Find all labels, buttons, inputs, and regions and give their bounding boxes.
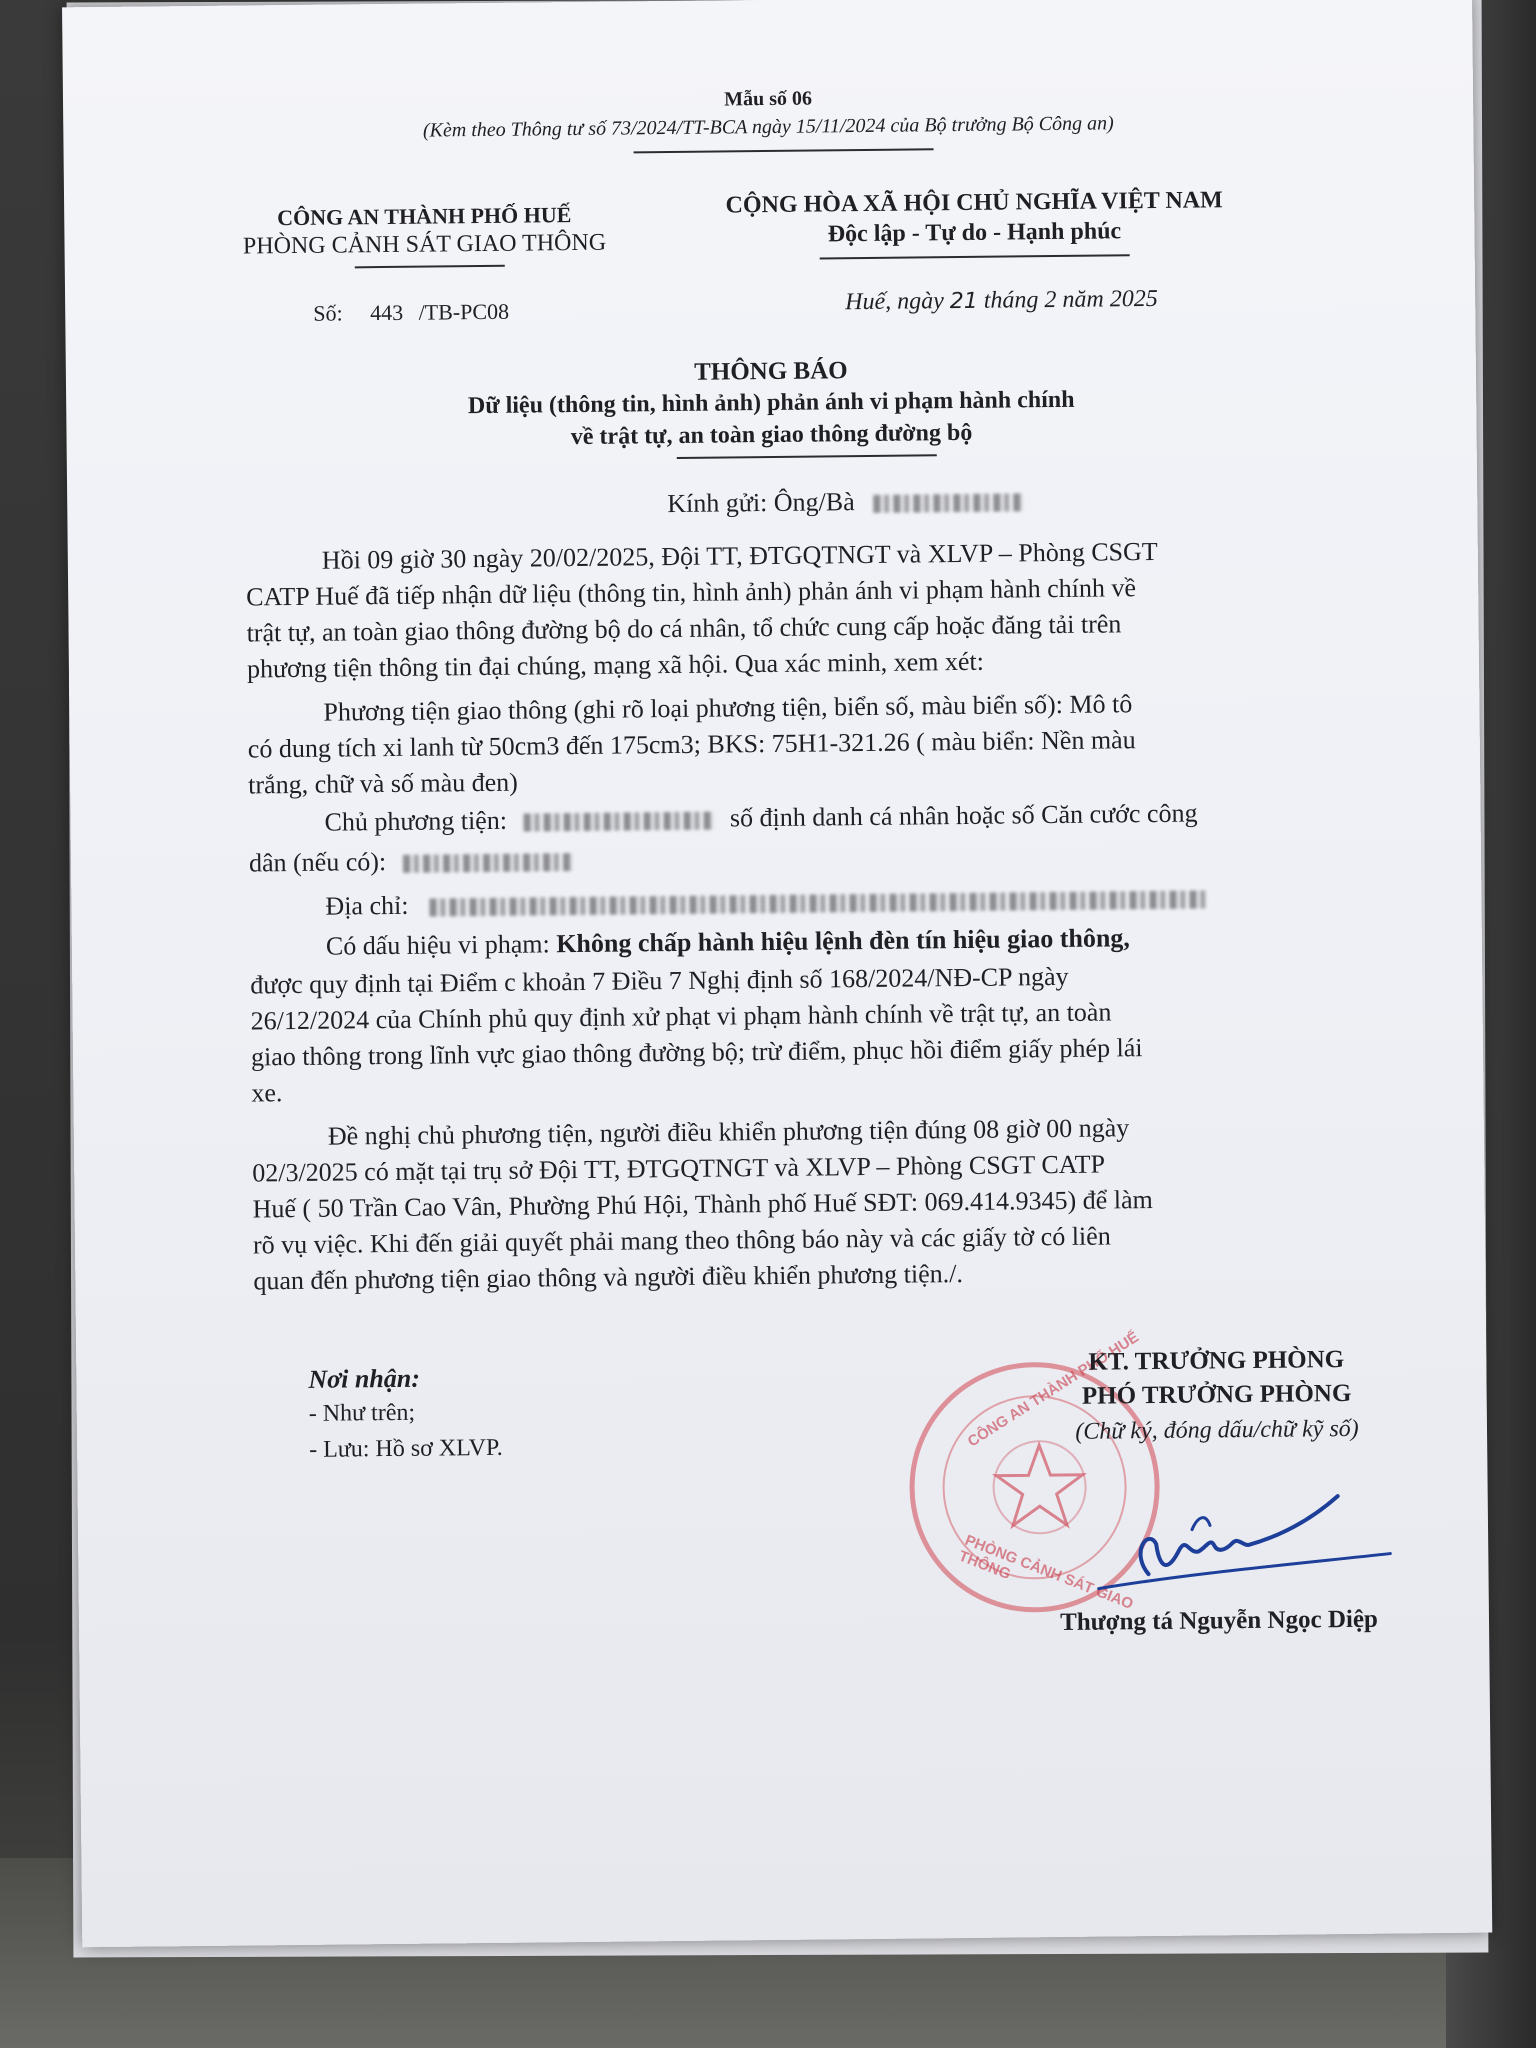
violation-label: Có dấu hiệu vi phạm:	[325, 929, 550, 961]
agency-underline	[355, 265, 505, 269]
p4-line-1: Đề nghị chủ phương tiện, người điều khiển phương tiện đúng 08 giờ 00 ngày	[327, 1113, 1130, 1151]
citizen-label: dân (nếu có):	[248, 847, 387, 878]
doc-number-label: Số:	[313, 300, 343, 326]
violation-text: Không chấp hành hiệu lệnh đèn tín hiệu giao thông,	[556, 923, 1130, 959]
recipients-title: Nơi nhận:	[308, 1363, 421, 1394]
p2-line-3: trắng, chữ và số màu đen)	[248, 767, 519, 800]
address-label: Địa chỉ:	[325, 890, 409, 921]
p1-line-1: Hồi 09 giờ 30 ngày 20/02/2025, Đội TT, ĐTGQTNGT và XLVP – Phòng CSGT	[321, 536, 1158, 575]
form-attachment: (Kèm theo Thông tư số 73/2024/TT-BCA ngày 15/11/2024 của Bộ trưởng Bộ Công an)	[422, 112, 1114, 142]
date-suffix: tháng 2 năm 2025	[983, 285, 1158, 314]
p2-line-1: Phương tiện giao thông (ghi rõ loại phương tiện, biển số, màu biển số): Mô tô	[323, 689, 1133, 727]
paragraph-request	[252, 1108, 1364, 1300]
form-underline	[634, 148, 934, 153]
signer-note: (Chữ ký, đóng dấu/chữ kỹ số)	[1075, 1415, 1359, 1445]
p3-line-3: giao thông trong lĩnh vực giao thông đường bộ; trừ điểm, phục hồi điểm giấy phép lái	[250, 1033, 1143, 1072]
date-day: 21	[949, 288, 978, 315]
agency-line1: CÔNG AN THÀNH PHỐ HUẾ	[277, 202, 572, 231]
p4-line-4: rõ vụ việc. Khi đến giải quyết phải mang theo thông báo này và các giấy tờ có liên	[252, 1221, 1111, 1260]
recipients-item-1: - Như trên;	[308, 1399, 416, 1427]
agency-line2: PHÒNG CẢNH SÁT GIAO THÔNG	[242, 229, 607, 260]
redacted-name	[873, 493, 1023, 513]
p2-line-2: có dung tích xi lanh từ 50cm3 đến 175cm3; BKS: 75H1-321.26 ( màu biển: Nền màu	[247, 725, 1136, 764]
motto-underline	[820, 254, 1130, 259]
notice-title: THÔNG BÁO	[694, 357, 848, 386]
p1-line-3: trật tự, an toàn giao thông đường bộ do cá nhân, tổ chức cung cấp hoặc đăng tải trên	[246, 609, 1122, 648]
doc-number: 443	[369, 299, 404, 326]
seal-top-text: CÔNG AN THÀNH PHỐ HUẾ	[964, 1328, 1142, 1451]
p1-line-4: phương tiện thông tin đại chúng, mạng xã hội. Qua xác minh, xem xét:	[246, 646, 985, 684]
p3-line-4: xe.	[251, 1078, 283, 1108]
recipient-row	[667, 485, 1023, 519]
redacted-owner	[523, 812, 713, 832]
nation-motto: Độc lập - Tự do - Hạnh phúc	[827, 218, 1122, 248]
p3-line-1: được quy định tại Điểm c khoản 7 Điều 7 Nghị định số 168/2024/NĐ-CP ngày	[250, 961, 1069, 1000]
doc-number-row	[313, 299, 509, 327]
recipients-item-2: - Lưu: Hồ sơ XLVP.	[309, 1434, 503, 1463]
doc-code: /TB-PC08	[418, 298, 510, 325]
signature-icon	[1037, 1453, 1418, 1597]
address-row	[325, 879, 1209, 924]
p4-line-3: Huế ( 50 Trần Cao Vân, Phường Phú Hội, Thành phố Huế SĐT: 069.414.9345) để làm	[252, 1185, 1153, 1224]
owner-id-text: số định danh cá nhân hoặc số Căn cước công	[729, 798, 1198, 833]
recipient-label: Kính gửi: Ông/Bà	[667, 487, 855, 519]
p4-line-2: 02/3/2025 có mặt tại trụ sở Đội TT, ĐTGQTNGT và XLVP – Phòng CSGT CATP	[252, 1149, 1106, 1188]
paragraph-legal-basis	[250, 956, 1351, 1112]
notice-subtitle-2: về trật tự, an toàn giao thông đường bộ	[570, 419, 973, 451]
p3-line-2: 26/12/2024 của Chính phủ quy định xử phạt vi phạm hành chính về trật tự, an toàn	[250, 997, 1112, 1036]
signer-name: Thượng tá Nguyễn Ngọc Diệp	[1059, 1605, 1379, 1637]
document-page	[62, 0, 1492, 1947]
date-prefix: Huế, ngày	[845, 288, 944, 316]
signer-line1: KT. TRƯỞNG PHÒNG	[1088, 1346, 1345, 1376]
p1-line-2: CATP Huế đã tiếp nhận dữ liệu (thông tin, hình ảnh) phản ánh vi phạm hành chính về	[246, 573, 1137, 612]
paragraph-reception	[246, 532, 1347, 688]
owner-label: Chủ phương tiện:	[324, 805, 508, 837]
violation-row	[326, 920, 1130, 964]
nation-line1: CỘNG HÒA XÃ HỘI CHỦ NGHĨA VIỆT NAM	[725, 187, 1223, 219]
paragraph-vehicle	[247, 684, 1348, 804]
citizen-row	[249, 842, 573, 881]
redacted-citizen-id	[403, 853, 573, 873]
form-number: Mẫu số 06	[724, 87, 813, 111]
redacted-address	[429, 890, 1209, 916]
seal-bottom-text: PHÒNG CẢNH SÁT GIAO THÔNG	[956, 1531, 1136, 1613]
owner-row	[324, 796, 1197, 841]
signer-line2: PHÓ TRƯỞNG PHÒNG	[1081, 1379, 1352, 1410]
doc-date	[845, 286, 1158, 316]
notice-subtitle-1: Dữ liệu (thông tin, hình ảnh) phản ánh vi phạm hành chính	[467, 386, 1075, 420]
p4-line-5: quan đến phương tiện giao thông và người điều khiển phương tiện./.	[253, 1259, 964, 1296]
title-underline	[677, 454, 937, 459]
